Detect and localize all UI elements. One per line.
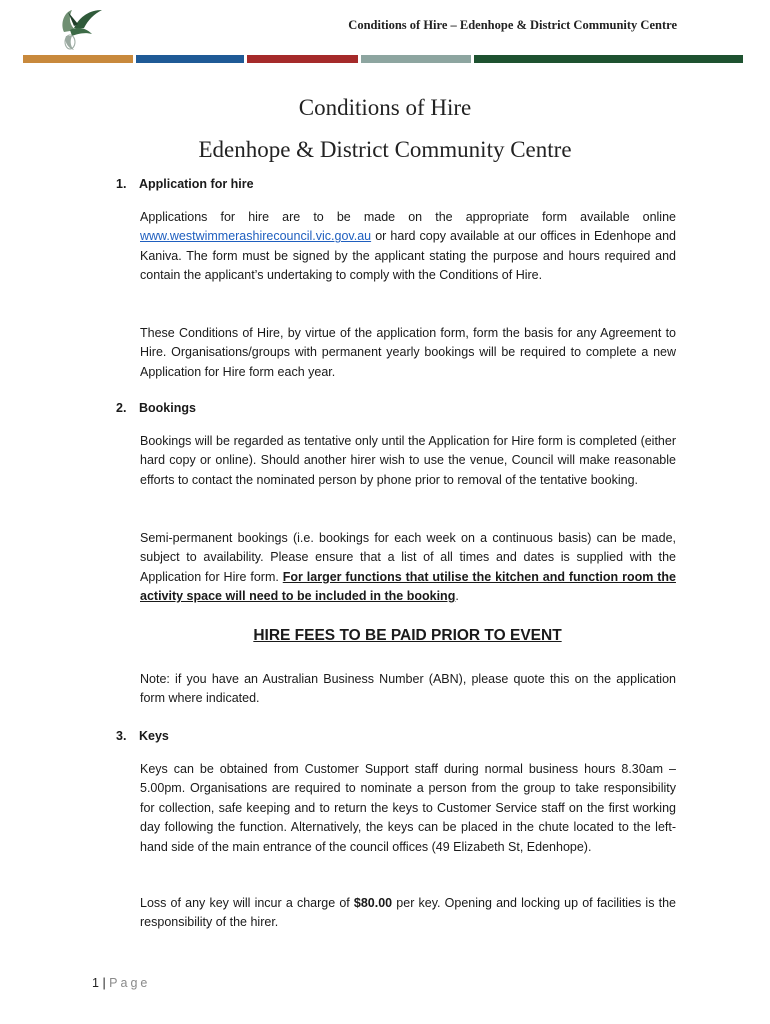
paragraph-text: Semi-permanent bookings (i.e. bookings for each week on a continuous basis) can be made, subject to availability. Please ensure that a list of all times and dates is supplied with the Application for Hire form. xyxy=(140,531,676,584)
keys-paragraph-2 xyxy=(140,894,676,933)
page-label: Page xyxy=(109,976,151,990)
paragraph-text: per key. Opening and locking up of facilities is the responsibility of the hirer. xyxy=(140,896,676,930)
hire-fees-notice: HIRE FEES TO BE PAID PRIOR TO EVENT xyxy=(253,627,562,644)
paragraph-text: . xyxy=(455,589,459,604)
header-color-bar-3 xyxy=(247,55,358,63)
section-title: Application for hire xyxy=(139,177,254,191)
application-paragraph-1 xyxy=(140,208,676,286)
council-logo-icon xyxy=(50,2,106,54)
page-footer xyxy=(92,976,150,990)
page-number: 1 xyxy=(92,976,99,990)
section-number: 2. xyxy=(116,401,127,415)
header-color-bar-1 xyxy=(23,55,133,63)
keys-paragraph-1: Keys can be obtained from Customer Support staff during normal business hours 8.30am – 5.00pm. Organisations are required to nominate a person from the group to take responsibility for collection, safe keeping and to return the keys to Customer Service staff on the first working day following the function. Alternatively, the keys can be placed in the chute located to the left-hand side of the main entrance of the council offices (49 Elizabeth St, Edenhope). xyxy=(140,762,676,854)
section-heading-keys xyxy=(116,729,169,743)
section-title: Bookings xyxy=(139,401,196,415)
section-number: 1. xyxy=(116,177,127,191)
paragraph-text: Loss of any key will incur a charge of xyxy=(140,896,354,910)
bookings-paragraph-1: Bookings will be regarded as tentative only until the Application for Hire form is completed (either hard copy or online). Should another hirer wish to use the venue, Council will make reasonable efforts to contact the nominated person by phone prior to removal of the tentative booking. xyxy=(140,434,676,487)
header-color-bar-2 xyxy=(136,55,244,63)
application-paragraph-2: These Conditions of Hire, by virtue of the application form, form the basis for any Agreement to Hire. Organisations/groups with permanent yearly bookings will be required to complete a new Application for Hire form each year. xyxy=(140,326,676,379)
paragraph-text: Applications for hire are to be made on the appropriate form available online xyxy=(140,210,676,224)
document-title-line2: Edenhope & District Community Centre xyxy=(198,137,572,162)
key-charge-amount: $80.00 xyxy=(353,896,393,910)
header-color-bar-5 xyxy=(474,55,743,63)
header-color-bar-4 xyxy=(361,55,471,63)
paragraph-text: or hard copy available at our offices in Edenhope and Kaniva. The form must be signed by the applicant stating the purpose and hours required and contain the applicant’s undertaking to comply with the Conditions of Hire. xyxy=(140,229,676,283)
abn-note: Note: if you have an Australian Business Number (ABN), please quote this on the application form where indicated. xyxy=(140,672,676,706)
document-title-line1: Conditions of Hire xyxy=(298,95,472,120)
larger-functions-notice: For larger functions that utilise the kitchen and function room the activity space will need to be included in the booking xyxy=(140,569,676,604)
section-title: Keys xyxy=(139,729,169,743)
section-heading-bookings xyxy=(116,401,196,415)
running-header-title: Conditions of Hire – Edenhope & District Community Centre xyxy=(348,18,677,32)
council-website-link[interactable]: www.westwimmerashirecouncil.vic.gov.au xyxy=(140,229,372,244)
footer-separator: | xyxy=(102,976,106,990)
bookings-paragraph-2 xyxy=(140,529,676,607)
section-heading-application xyxy=(116,177,254,191)
section-number: 3. xyxy=(116,729,127,743)
